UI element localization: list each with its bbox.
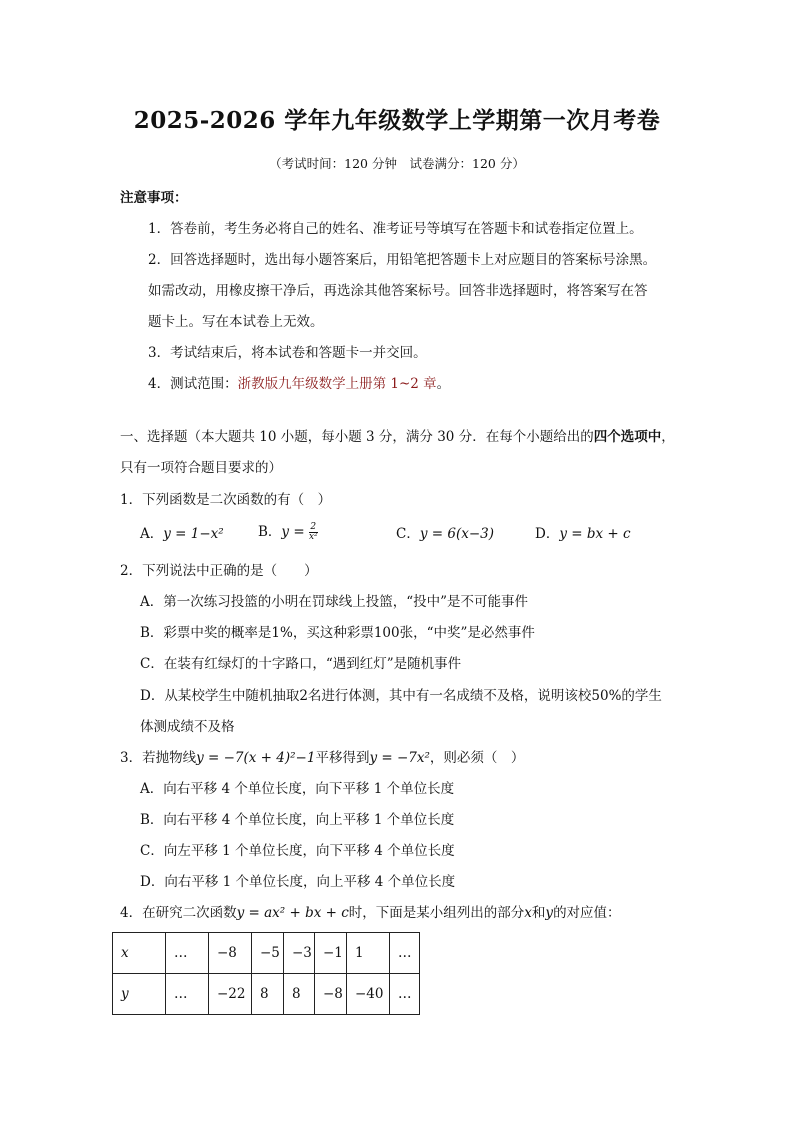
notice-item-2-line-2: 如需改动，用橡皮擦干净后，再选涂其他答案标号。回答非选择题时，将答案写在答 <box>148 283 648 299</box>
q1-option-b-numerator: 2 <box>310 522 317 532</box>
section-1-heading <box>120 427 675 447</box>
notice-item-2-line-3: 题卡上。写在本试卷上无效。 <box>148 314 324 330</box>
table-cell: … <box>390 974 420 1015</box>
q4-var-y: y <box>545 905 554 921</box>
exam-subtitle: （考试时间：120 分钟 试卷满分：120 分） <box>269 156 525 171</box>
q4-stem-part-a: 4．在研究二次函数 <box>120 905 237 921</box>
q2-option-d-line-1: D．从某校学生中随机抽取2名进行体测，其中有一名成绩不及格，说明该校50%的学生 <box>140 688 662 704</box>
q3-expression-2: y = −7x² <box>369 750 430 766</box>
table-cell: … <box>166 933 209 974</box>
q4-value-table <box>112 932 420 1015</box>
q3-option-d: D．向右平移 1 个单位长度，向上平移 4 个单位长度 <box>140 874 456 890</box>
q1-option-d <box>535 524 631 544</box>
table-cell: 8 <box>252 974 284 1015</box>
q1-option-c-expr: y = 6(x−3) <box>419 526 495 542</box>
q2-stem: 2．下列说法中正确的是（ ） <box>120 563 318 579</box>
notice-item-3: 3．考试结束后，将本试卷和答题卡一并交回。 <box>148 345 427 361</box>
table-cell: 8 <box>284 974 315 1015</box>
q1-option-c-label: C． <box>396 526 420 542</box>
q3-stem-part-b: 平移得到 <box>315 750 370 766</box>
table-cell: −8 <box>315 974 347 1015</box>
q1-option-b-lhs: y = <box>281 524 305 540</box>
table-row-y <box>113 974 420 1015</box>
q3-stem-part-a: 3．若抛物线 <box>120 750 197 766</box>
q3-option-a: A．向右平移 4 个单位长度，向下平移 1 个单位长度 <box>140 781 455 797</box>
q1-option-c <box>396 524 494 544</box>
table-cell: −22 <box>209 974 252 1015</box>
q3-option-c: C．向左平移 1 个单位长度，向下平移 4 个单位长度 <box>140 843 455 859</box>
q3-stem-part-c: ，则必须（ ） <box>429 750 525 766</box>
q1-option-a-expr: y = 1−x² <box>163 526 224 542</box>
table-cell: x <box>113 933 166 974</box>
q1-option-a <box>140 524 224 544</box>
q2-option-a: A．第一次练习投篮的小明在罚球线上投篮，“投中”是不可能事件 <box>140 594 529 610</box>
table-cell: y <box>113 974 166 1015</box>
table-cell: −5 <box>252 933 284 974</box>
notice-item-4-prefix: 4．测试范围： <box>148 376 238 392</box>
table-cell: −1 <box>315 933 347 974</box>
section-1-heading-emphasis: 四个选项中 <box>593 429 662 445</box>
table-row-x <box>113 933 420 974</box>
exam-title: 2025-2026 学年九年级数学上学期第一次月考卷 <box>133 107 661 134</box>
table-cell: −3 <box>284 933 315 974</box>
q4-stem-part-b: 时，下面是某小组列出的部分 <box>348 905 525 921</box>
notice-item-4-suffix: 。 <box>436 376 451 392</box>
q1-option-d-expr: y = bx + c <box>559 526 631 542</box>
q4-stem-and: 和 <box>531 905 546 921</box>
q2-option-d-line-2: 体测成绩不及格 <box>140 719 235 735</box>
table-cell: −8 <box>209 933 252 974</box>
q3-stem <box>120 748 524 768</box>
section-1-heading-part-c: ， <box>661 429 675 445</box>
notice-item-4 <box>148 374 450 394</box>
q1-option-b-label: B． <box>258 524 282 540</box>
notice-item-1: 1．答卷前，考生务必将自己的姓名、准考证号等填写在答题卡和试卷指定位置上。 <box>148 221 643 237</box>
section-1-heading-line-2: 只有一项符合题目要求的） <box>120 460 282 476</box>
table-cell: 1 <box>347 933 390 974</box>
q4-var-x: x <box>524 905 532 921</box>
table-cell: … <box>166 974 209 1015</box>
q1-option-a-label: A． <box>140 526 164 542</box>
q4-stem-part-c: 的对应值： <box>553 905 621 921</box>
q2-option-b: B．彩票中奖的概率是1%，买这种彩票100张，“中奖”是必然事件 <box>140 625 535 641</box>
q1-option-d-label: D． <box>535 526 560 542</box>
q3-option-b: B．向右平移 4 个单位长度，向上平移 1 个单位长度 <box>140 812 455 828</box>
notice-heading: 注意事项： <box>120 190 188 206</box>
q1-option-b-fraction <box>309 523 318 542</box>
table-cell: −40 <box>347 974 390 1015</box>
q3-expression-1: y = −7(x + 4)²−1 <box>196 750 316 766</box>
q1-option-b <box>258 522 318 542</box>
test-range: 浙教版九年级数学上册第 1~2 章 <box>237 376 437 392</box>
q2-option-c: C．在装有红绿灯的十字路口，“遇到红灯”是随机事件 <box>140 656 462 672</box>
q4-stem <box>120 903 621 923</box>
q4-expression: y = ax² + bx + c <box>236 905 349 921</box>
section-1-heading-part-a: 一、选择题（本大题共 10 小题，每小题 3 分，满分 30 分．在每个小题给出的 <box>120 429 594 445</box>
q1-option-b-denominator: x² <box>308 532 318 542</box>
table-cell: … <box>390 933 420 974</box>
notice-item-2-line-1: 2．回答选择题时，选出每小题答案后，用铅笔把答题卡上对应题目的答案标号涂黑。 <box>148 252 657 268</box>
q1-stem: 1．下列函数是二次函数的有（ ） <box>120 492 332 508</box>
